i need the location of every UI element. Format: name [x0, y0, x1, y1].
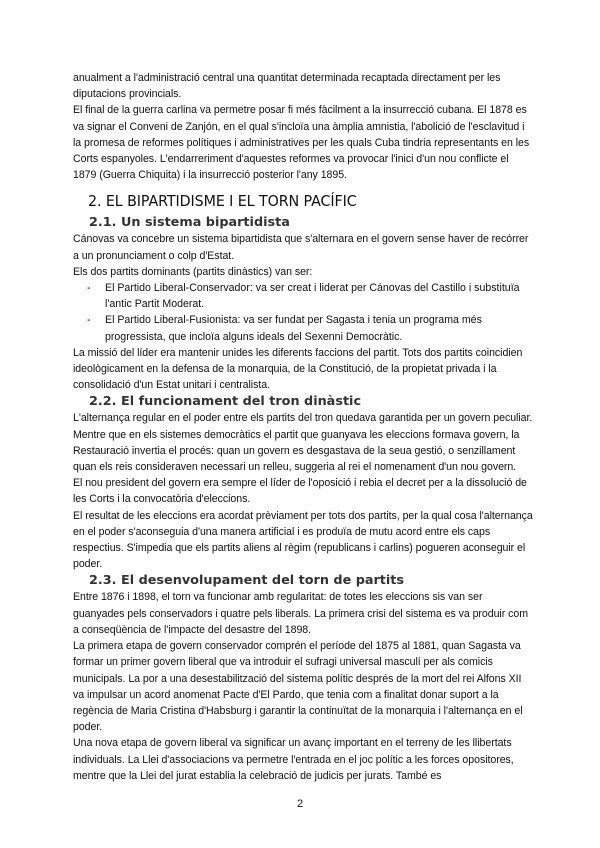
paragraph: Els dos partits dominants (partits dinàstics) van ser:: [73, 265, 313, 278]
paragraph: El final de la guerra carlina va permetre posar fi més fàcilment a la insurrecció cubana. El 1878 es va signar el Conveni de Zanjón, en el qual s'incloïa una àmplia amnistia, l'abolició de l'esclavitud i la promesa de reformes polítiques i administratives per les quals Cuba tindria representants en les Corts espanyoles. L'endarreriment d'aquestes reformes va provocar l'inici d'un nou conflicte el 1879 (Guerra Chiquita) i la insurrecció posterior l'any 1895.: [73, 104, 530, 182]
paragraph: Una nova etapa de govern liberal va significar un avanç important en el terreny de les llibertats individuals. La Llei d'associacions va permetre l'entrada en el joc polític a les forces opositores, mentre que la Llei del jurat establia la celebració de judicis per jurats. També es: [73, 737, 514, 782]
list-item: - El Partido Liberal-Fusionista: va ser fundat per Sagasta i tenia un programa més progressista, que incloïa alguns ideals del Sexenni Democràtic.: [87, 314, 482, 343]
section-heading: 2. EL BIPARTIDISME I EL TORN PACÍFIC: [88, 192, 357, 211]
paragraph: La primera etapa de govern conservador comprén el període del 1875 al 1881, quan Sagasta va formar un primer govern liberal que va introduir el sufragi universal masculí per als comicis municipals. La por a una desestabilització del sistema polític després de la mort del rei Alfons XII va impulsar un acord anomenat Pacte d'El Pardo, que tenia com a finalitat donar suport a la regència de Maria Cristina d'Habsburg i garantir la continuïtat de la monarquia i l'alternança en el poder.: [73, 640, 523, 734]
paragraph: anualment a l'administració central una quantitat determinada recaptada directament per les diputacions provincials.: [73, 72, 501, 101]
subsection-heading: 2.3. El desenvolupament del torn de partits: [89, 573, 405, 589]
paragraph: L'alternança regular en el poder entre els partits del tron quedava garantida per un govern peculiar. Mentre que en els sistemes democràtics el partit que guanyava les eleccions formava govern, la Restauració invertia el procés: quan un govern es desgastava de la seua gestió, o senzillament quan els reis consideraven necessari un relleu, suggeria al rei el nomenament d'un nou govern.: [73, 412, 533, 474]
paragraph: El resultat de les eleccions era acordat prèviament per tots dos partits, per la qual cosa l'alternança en el poder s'aconseguia d'una manera artificial i es produïa de mutu acord entre els caps respectius. S'impedia que els partits aliens al règim (republicans i carlins) pogueren aconseguir el poder.: [73, 509, 533, 571]
paragraph: Cánovas va concebre un sistema bipartidista que s'alternara en el govern sense haver de recórrer a un pronunciament o colp d'Estat.: [73, 233, 529, 262]
dash-bullet: -: [87, 314, 91, 327]
paragraph: La missió del líder era mantenir unides les diferents faccions del partit. Tots dos partits coincidien ideològicament en la defensa de la monarquia, de la Constitució, de la propietat privada i la consolidació d'un Estat unitari i centralista.: [73, 346, 523, 392]
subsection-heading: 2.1. Un sistema bipartidista: [89, 215, 290, 231]
page-content: [73, 70, 533, 784]
bullet-list: [73, 280, 533, 345]
list-item: - El Partido Liberal-Conservador: va ser creat i liderat per Cánovas del Castillo i substituïa l'antic Partit Moderat.: [87, 282, 520, 311]
dash-bullet: -: [87, 282, 91, 295]
subsection-heading: 2.2. El funcionament del tron dinàstic: [89, 394, 362, 410]
paragraph: El nou president del govern era sempre el líder de l'oposició i rebia el decret per a la dissolució de les Corts i la convocatòria d'eleccions.: [73, 477, 527, 506]
page-number: 2: [296, 798, 304, 810]
paragraph: Entre 1876 i 1898, el torn va funcionar amb regularitat: de totes les eleccions sis van ser guanyades pels conservadors i quatre pels liberals. La primera crisi del sistema es va produir com a conseqüència de l'impacte del desastre del 1898.: [73, 591, 528, 636]
